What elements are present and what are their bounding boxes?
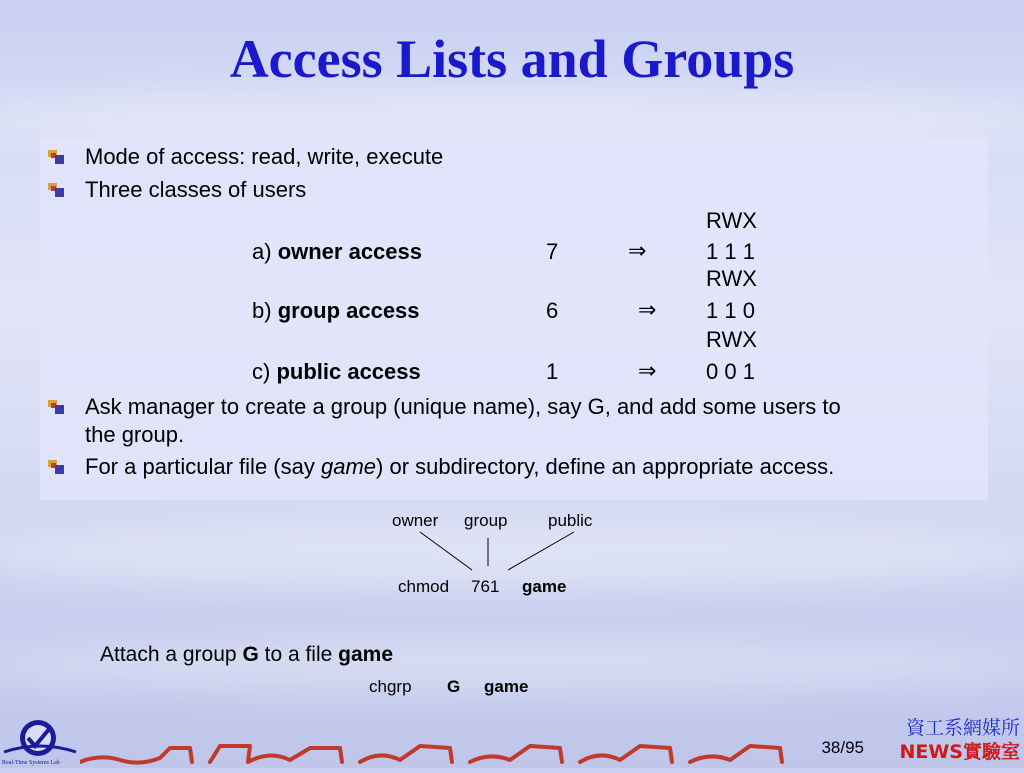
owner-label: owner	[392, 511, 439, 530]
bullet-icon	[48, 150, 64, 164]
page-number: 38/95	[821, 738, 864, 757]
row-prefix: c) public access	[252, 359, 421, 384]
group-access-value: 6	[546, 298, 559, 323]
implies-arrow: ⇒	[628, 239, 647, 264]
row-prefix: a) owner access	[252, 239, 422, 264]
bullet-icon	[48, 183, 64, 197]
bullet-ask-manager-cont: the group.	[85, 422, 185, 447]
dept-line-1: 資工系網媒所	[905, 717, 1020, 739]
dept-line-2: NEWS實驗室	[899, 741, 1020, 763]
chmod-command: chmod	[398, 577, 450, 596]
owner-access-value: 7	[546, 239, 559, 264]
public-access-value: 1	[546, 359, 559, 384]
rwx-header: RWX	[706, 208, 757, 233]
group-access-label: group access	[277, 298, 420, 323]
bullet-icon	[48, 400, 64, 414]
owner-access-bits: 1 1 1	[706, 239, 755, 264]
bullet-icon	[48, 460, 64, 474]
bullet-ask-manager: Ask manager to create a group (unique name), say G, and add some users to	[85, 394, 841, 419]
department-label	[899, 716, 1020, 764]
bullet-mode-of-access: Mode of access: read, write, execute	[85, 144, 444, 169]
chgrp-command: chgrp	[369, 677, 412, 696]
public-access-label: public access	[276, 359, 421, 384]
chmod-connector-lines	[400, 530, 600, 574]
rwx-header: RWX	[706, 327, 757, 352]
bullet-particular-file: For a particular file (say game) or subdirectory, define an appropriate access.	[85, 454, 835, 479]
public-access-bits: 0 0 1	[706, 359, 755, 384]
implies-arrow: ⇒	[638, 298, 657, 323]
owner-access-label: owner access	[277, 239, 422, 264]
group-label: group	[464, 511, 508, 530]
bullet-three-classes: Three classes of users	[85, 177, 307, 202]
chgrp-file: game	[484, 677, 529, 696]
rwx-header: RWX	[706, 266, 757, 291]
group-access-bits: 1 1 0	[706, 298, 755, 323]
game-italic: game	[320, 454, 377, 479]
svg-text:Real-Time Systems Lab: Real-Time Systems Lab	[2, 760, 60, 766]
chgrp-group: G	[447, 677, 461, 696]
implies-arrow: ⇒	[638, 359, 657, 384]
chmod-mode: 761	[471, 577, 500, 596]
row-prefix: b) group access	[252, 298, 420, 323]
attach-group-text: Attach a group G to a file game	[100, 643, 394, 666]
decorative-border	[80, 736, 810, 768]
slide-title: Access Lists and Groups	[229, 29, 795, 89]
chmod-file: game	[522, 577, 567, 596]
public-label: public	[548, 511, 593, 530]
lab-logo	[0, 712, 80, 768]
